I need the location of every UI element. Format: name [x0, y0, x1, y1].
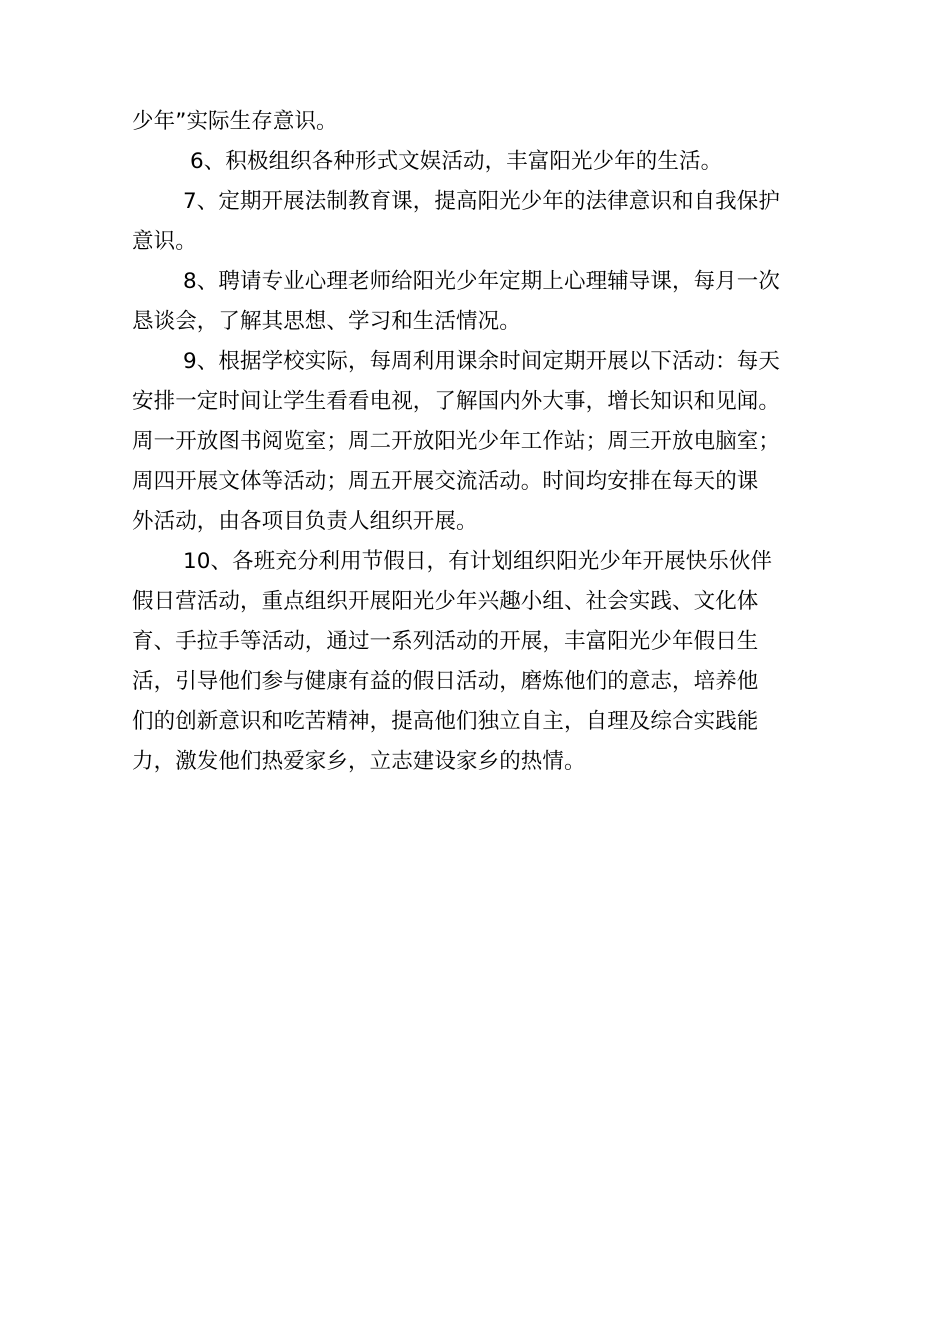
text-line-7: 9、根据学校实际，每周利用课余时间定期开展以下活动：每天	[183, 349, 780, 374]
text-line-8: 安排一定时间让学生看看电视，了解国内外大事，增长知识和见闻。	[132, 389, 781, 414]
text-line-3: 7、定期开展法制教育课，提高阳光少年的法律意识和自我保护	[183, 189, 780, 214]
text-line-10: 周四开展文体等活动；周五开展交流活动。时间均安排在每天的课	[132, 469, 759, 494]
text-line-17: 力，激发他们热爱家乡，立志建设家乡的热情。	[132, 749, 586, 774]
text-line-13: 假日营活动，重点组织开展阳光少年兴趣小组、社会实践、文化体	[132, 589, 759, 614]
text-line-15: 活，引导他们参与健康有益的假日活动，磨炼他们的意志，培养他	[132, 669, 759, 694]
text-line-4: 意识。	[132, 229, 197, 254]
text-line-11: 外活动，由各项目负责人组织开展。	[132, 509, 478, 534]
text-line-16: 们的创新意识和吃苦精神，提高他们独立自主，自理及综合实践能	[132, 709, 759, 734]
text-line-1: 少年”实际生存意识。	[132, 109, 338, 134]
text-line-5: 8、聘请专业心理老师给阳光少年定期上心理辅导课，每月一次	[183, 269, 780, 294]
text-line-12: 10、各班充分利用节假日，有计划组织阳光少年开展快乐伙伴	[183, 549, 773, 574]
text-line-6: 恳谈会，了解其思想、学习和生活情况。	[132, 309, 521, 334]
text-line-9: 周一开放图书阅览室；周二开放阳光少年工作站；周三开放电脑室；	[132, 429, 781, 454]
text-line-2: 6、积极组织各种形式文娱活动，丰富阳光少年的生活。	[190, 149, 723, 174]
text-line-14: 育、手拉手等活动，通过一系列活动的开展，丰富阳光少年假日生	[132, 629, 759, 654]
